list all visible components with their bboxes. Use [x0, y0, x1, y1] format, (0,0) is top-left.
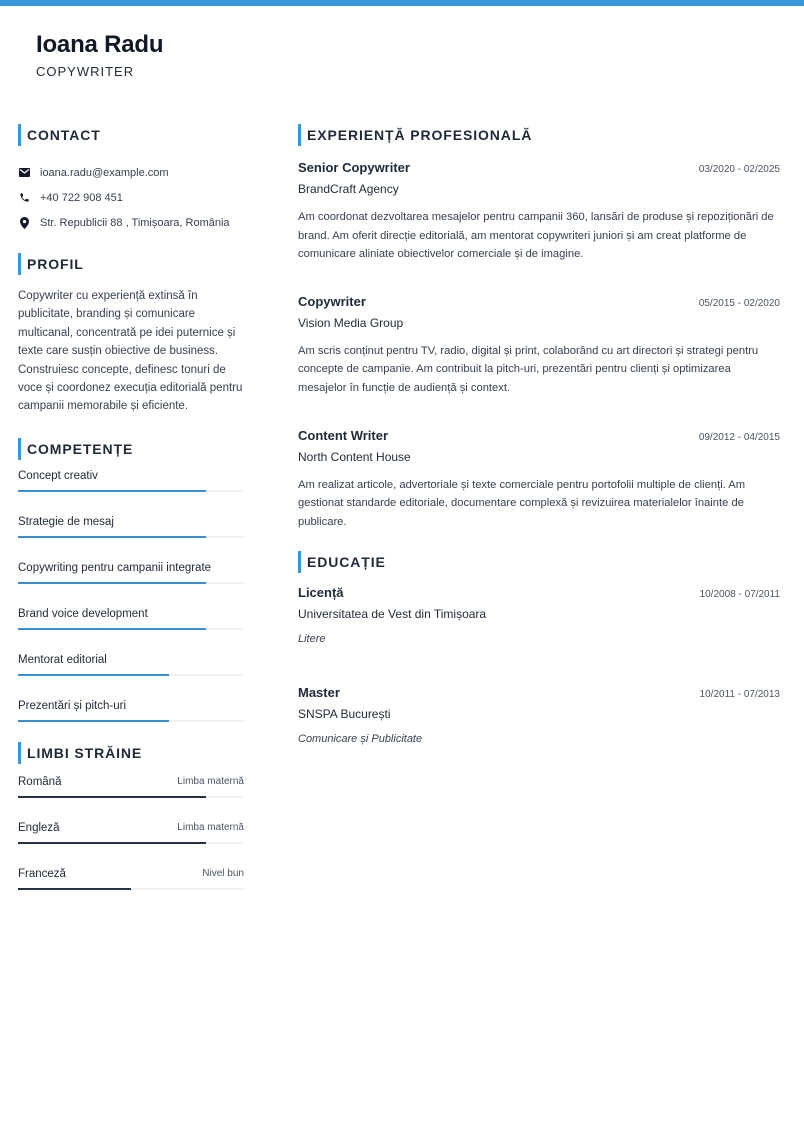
job-description: Am coordonat dezvoltarea mesajelor pentru campanii 360, lansări de produse și repoziționări de brand. Am oferit direcție editorială, am mentorat copywriteri juniori și am creat platforme de comunicare aliniate obiectivelor comerciale și de imagine.	[298, 211, 774, 261]
level-segment	[206, 674, 244, 676]
language-level: Limba maternă	[177, 821, 244, 833]
level-segment	[93, 842, 131, 844]
level-segment	[206, 582, 244, 584]
job-role: Senior Copywriter	[298, 160, 410, 175]
mail-icon	[18, 167, 30, 179]
skill-label: Mentorat editorial	[18, 653, 107, 666]
level-segment	[131, 582, 169, 584]
level-segment	[131, 842, 169, 844]
level-segment	[93, 582, 131, 584]
level-segment	[169, 536, 207, 538]
level-segment	[93, 628, 131, 630]
language-level: Nivel bun	[202, 867, 244, 879]
phone-icon	[18, 192, 30, 204]
contact-address-text: Str. Republicii 88 , Timișoara, România	[40, 216, 230, 229]
education-item	[298, 685, 780, 745]
skill-item	[18, 558, 244, 584]
level-segment	[18, 582, 56, 584]
section-accent	[18, 742, 21, 764]
skill-label: Concept creativ	[18, 469, 98, 482]
level-segment	[56, 582, 94, 584]
section-accent	[298, 551, 301, 573]
institution: SNSPA București	[298, 707, 391, 722]
level-segment	[18, 490, 56, 492]
experience-list	[298, 160, 780, 531]
level-segment	[131, 888, 169, 890]
right-column	[298, 124, 780, 765]
level-segment	[93, 536, 131, 538]
language-item	[18, 772, 244, 798]
job-role: Content Writer	[298, 427, 389, 443]
skill-item	[18, 512, 244, 538]
left-column	[18, 124, 244, 910]
skill-level-bar	[18, 536, 244, 538]
level-segment	[56, 536, 94, 538]
section-title: EDUCAȚIE	[307, 554, 386, 571]
level-segment	[169, 628, 207, 630]
level-segment	[131, 536, 169, 538]
level-segment	[131, 674, 169, 676]
experience-item	[298, 160, 780, 264]
education-list	[298, 585, 780, 745]
job-company: Vision Media Group	[298, 315, 404, 330]
job-dates: 05/2015 - 02/2020	[698, 297, 780, 309]
contact-list	[18, 160, 244, 235]
skill-level-bar	[18, 628, 244, 630]
level-segment	[93, 674, 131, 676]
level-segment	[169, 582, 207, 584]
job-dates: 09/2012 - 04/2015	[698, 431, 780, 443]
section-title: CONTACT	[27, 127, 101, 143]
level-segment	[206, 888, 244, 890]
level-segment	[18, 720, 56, 722]
level-segment	[206, 628, 244, 630]
skill-label: Strategie de mesaj	[18, 515, 114, 528]
education-dates: 10/2008 - 07/2011	[699, 589, 780, 601]
job-description: Am realizat articole, advertoriale și texte comerciale pentru portofolii multiple de clienți. Am gestionat standarde editoriale, documentare complexă și revizuirea materialelor înainte de publicare.	[298, 478, 746, 528]
specialization: Litere	[298, 633, 326, 646]
language-item	[18, 864, 244, 890]
job-description: Am scris conținut pentru TV, radio, digital și print, colaborând cu art directori și strategi pentru concepte de campanie. Am contribuit la pitch-uri, prezentări pentru clienți și optimizarea mesajelor în funcție de audiență și context.	[298, 344, 759, 394]
contact-heading	[18, 124, 244, 146]
experience-item	[298, 294, 780, 398]
job-company: BrandCraft Agency	[298, 182, 399, 196]
specialization: Comunicare și Publicitate	[298, 733, 423, 746]
level-segment	[56, 490, 94, 492]
profile-text: Copywriter cu experiență extinsă în publicitate, branding și comunicare multicanal, concentrată pe idei puternice și texte care susțin obiective de business. Construiesc concepte, definesc tonuri de voce și coordonez execuția editorială pentru campanii memorabile și eficiente.	[18, 290, 243, 413]
person-name: Ioana Radu	[36, 31, 164, 58]
language-level-bar	[18, 796, 244, 798]
skill-level-bar	[18, 582, 244, 584]
level-segment	[56, 888, 94, 890]
language-level: Limba maternă	[177, 775, 244, 787]
languages-heading	[18, 742, 244, 764]
language-level-bar	[18, 888, 244, 890]
level-segment	[18, 888, 56, 890]
skill-level-bar	[18, 490, 244, 492]
skill-level-bar	[18, 674, 244, 676]
level-segment	[93, 796, 131, 798]
job-dates: 03/2020 - 02/2025	[698, 164, 780, 175]
section-accent	[18, 124, 21, 146]
level-segment	[93, 888, 131, 890]
skill-item	[18, 466, 244, 492]
contact-address	[18, 210, 244, 235]
skill-label: Brand voice development	[18, 607, 148, 620]
skills-heading	[18, 438, 244, 460]
skill-item	[18, 650, 244, 676]
resume-header	[36, 31, 163, 80]
contact-email[interactable]	[18, 160, 244, 185]
institution: Universitatea de Vest din Timișoara	[298, 607, 487, 622]
level-segment	[169, 796, 207, 798]
level-segment	[206, 796, 244, 798]
level-segment	[18, 842, 56, 844]
level-segment	[169, 674, 207, 676]
skill-label: Copywriting pentru campanii integrate	[18, 561, 212, 574]
level-segment	[18, 628, 56, 630]
language-label: Engleză	[18, 821, 60, 834]
level-segment	[169, 842, 207, 844]
level-segment	[56, 674, 94, 676]
contact-phone[interactable]	[18, 185, 244, 210]
experience-item	[298, 428, 780, 532]
level-segment	[18, 674, 56, 676]
section-title: EXPERIENȚĂ PROFESIONALĂ	[307, 127, 533, 143]
section-accent	[18, 438, 21, 460]
level-segment	[206, 490, 244, 492]
language-label: Română	[18, 775, 62, 788]
job-role: Copywriter	[298, 293, 366, 309]
job-title: COPYWRITER	[36, 64, 135, 79]
level-segment	[93, 490, 131, 492]
skill-item	[18, 696, 244, 722]
section-title: COMPETENȚE	[27, 440, 134, 457]
level-segment	[206, 720, 244, 722]
level-segment	[169, 888, 207, 890]
section-accent	[298, 124, 301, 146]
level-segment	[131, 796, 169, 798]
level-segment	[206, 536, 244, 538]
level-segment	[169, 490, 207, 492]
contact-phone-text: +40 722 908 451	[40, 191, 123, 204]
languages-list	[18, 772, 244, 890]
level-segment	[93, 720, 131, 722]
education-heading	[298, 551, 780, 573]
skill-item	[18, 604, 244, 630]
location-pin-icon	[18, 217, 30, 229]
top-accent-bar	[0, 0, 804, 6]
level-segment	[131, 490, 169, 492]
skills-list	[18, 466, 244, 722]
education-item	[298, 585, 780, 645]
skill-level-bar	[18, 720, 244, 722]
section-accent	[18, 253, 21, 275]
profile-heading	[18, 253, 244, 275]
contact-email-text: ioana.radu@example.com	[40, 166, 169, 179]
degree: Licență	[298, 585, 344, 601]
level-segment	[169, 720, 207, 722]
experience-heading	[298, 124, 780, 146]
level-segment	[131, 628, 169, 630]
skill-label: Prezentări și pitch-uri	[18, 699, 127, 712]
language-level-bar	[18, 842, 244, 844]
level-segment	[56, 720, 94, 722]
level-segment	[206, 842, 244, 844]
job-company: North Content House	[298, 449, 411, 464]
education-dates: 10/2011 - 07/2013	[699, 689, 780, 701]
level-segment	[56, 796, 94, 798]
level-segment	[56, 842, 94, 844]
level-segment	[131, 720, 169, 722]
language-item	[18, 818, 244, 844]
section-title: LIMBI STRĂINE	[27, 744, 143, 761]
degree: Master	[298, 685, 340, 701]
language-label: Franceză	[18, 867, 66, 880]
level-segment	[56, 628, 94, 630]
section-title: PROFIL	[27, 256, 84, 272]
level-segment	[18, 796, 56, 798]
level-segment	[18, 536, 56, 538]
